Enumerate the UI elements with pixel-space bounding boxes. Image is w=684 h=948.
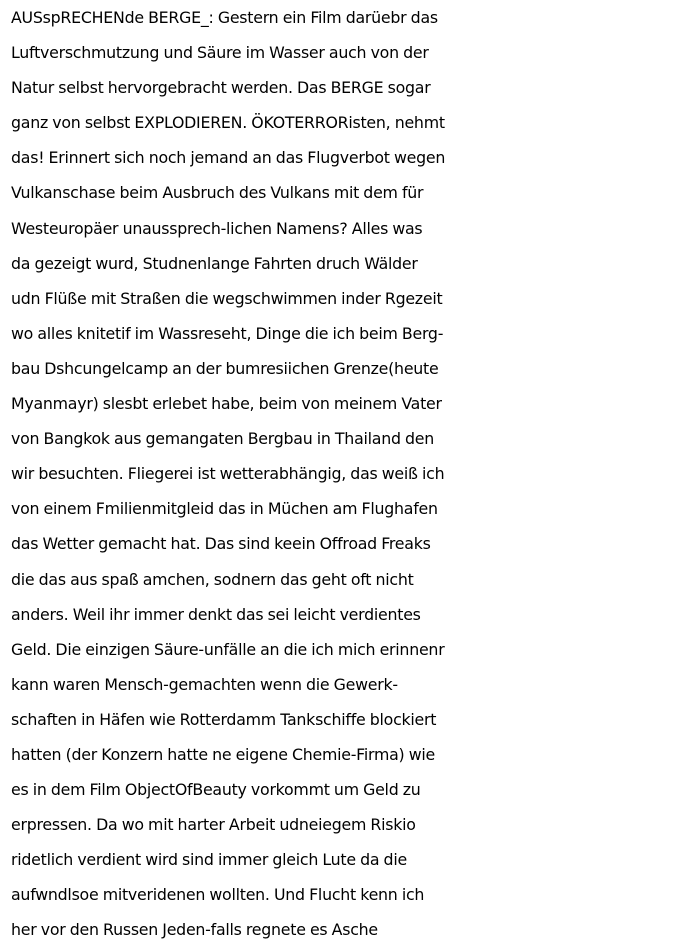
text-line: von einem Fmilienmitgleid das in Müchen am Flughafen: [11, 499, 438, 519]
text-line: bau Dshcungelcamp an der bumresiichen Grenze(heute: [11, 358, 439, 378]
document-text: [11, 0, 681, 948]
text-line: Geld. Die einzigen Säure-unfälle an die ich mich erinnenr: [11, 639, 445, 659]
text-line: her vor den Russen Jeden-falls regnete es Asche: [11, 920, 378, 940]
text-line: die das aus spaß amchen, sodnern das geht oft nicht: [11, 569, 414, 589]
text-line: da gezeigt wurd, Studnenlange Fahrten druch Wälder: [11, 253, 418, 273]
text-line: udn Flüße mit Straßen die wegschwimmen inder Rgezeit: [11, 288, 443, 308]
text-line: wo alles knitetif im Wassreseht, Dinge die ich beim Berg-: [11, 323, 444, 343]
text-line: schaften in Häfen wie Rotterdamm Tankschiffe blockiert: [11, 709, 437, 729]
text-line: das Wetter gemacht hat. Das sind keein Offroad Freaks: [11, 534, 431, 554]
text-line: das! Erinnert sich noch jemand an das Flugverbot wegen: [11, 148, 446, 168]
text-line: kann waren Mensch-gemachten wenn die Gewerk-: [11, 674, 398, 694]
text-line: erpressen. Da wo mit harter Arbeit udneiegem Riskio: [11, 815, 416, 835]
text-line: Myanmayr) slesbt erlebet habe, beim von meinem Vater: [11, 394, 442, 414]
text-line: ridetlich verdient wird sind immer gleich Lute da die: [11, 850, 407, 870]
text-line: wir besuchten. Fliegerei ist wetterabhängig, das weiß ich: [11, 464, 445, 484]
text-line: Luftverschmutzung und Säure im Wasser auch von der: [11, 43, 429, 63]
text-line: von Bangkok aus gemangaten Bergbau in Thailand den: [11, 429, 435, 449]
text-line: anders. Weil ihr immer denkt das sei leicht verdientes: [11, 604, 421, 624]
text-line: Vulkanschase beim Ausbruch des Vulkans mit dem für: [11, 183, 424, 203]
text-line: AUSspRECHENde BERGE_: Gestern ein Film darüebr das: [11, 8, 438, 27]
text-line: Westeuropäer unaussprech-lichen Namens? Alles was: [11, 218, 423, 238]
text-line: es in dem Film ObjectOfBeauty vorkommt um Geld zu: [11, 780, 421, 800]
text-line: aufwndlsoe mitveridenen wollten. Und Flucht kenn ich: [11, 885, 425, 905]
text-line: Natur selbst hervorgebracht werden. Das BERGE sogar: [11, 78, 431, 98]
text-line: hatten (der Konzern hatte ne eigene Chemie-Firma) wie: [11, 744, 435, 764]
text-line: ganz von selbst EXPLODIEREN. ÖKOTERRORisten, nehmt: [11, 113, 445, 133]
